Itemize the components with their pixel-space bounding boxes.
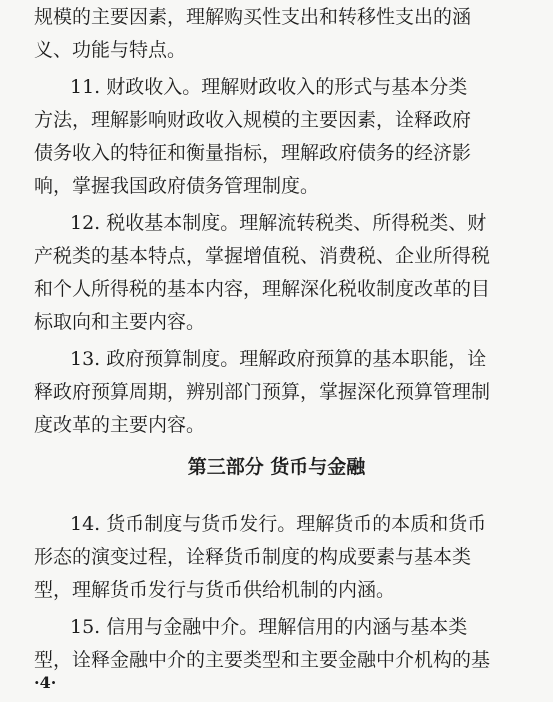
item-11-line: 响，掌握我国政府债务管理制度。 [34,175,320,197]
item-15-line: 型，诠释金融中介的主要类型和主要金融中介机构的基 [34,649,491,671]
item-12-line: 产税类的基本特点，掌握增值税、消费税、企业所得税 [34,245,491,267]
item-14-line: 形态的演变过程，诠释货币制度的构成要素与基本类 [34,546,472,568]
item-12-line: 12. 税收基本制度。理解流转税类、所得税类、财 [70,212,487,234]
item-11-line: 11. 财政收入。理解财政收入的形式与基本分类 [70,76,468,98]
item-11-line: 债务收入的特征和衡量指标，理解政府债务的经济影 [34,142,472,164]
item-12-line: 和个人所得税的基本内容，理解深化税收制度改革的目 [34,278,491,300]
item-14-line: 型，理解货币发行与货币供给机制的内涵。 [34,579,396,601]
item-13-line: 13. 政府预算制度。理解政府预算的基本职能，诠 [70,348,487,370]
item-12-line: 标取向和主要内容。 [34,311,206,333]
item-14-line: 14. 货币制度与货币发行。理解货币的本质和货币 [70,513,487,535]
text-line: 规模的主要因素，理解购买性支出和转移性支出的涵 [34,6,472,28]
item-11-line: 方法，理解影响财政收入规模的主要因素，诠释政府 [34,109,472,131]
item-15-line: 15. 信用与金融中介。理解信用的内涵与基本类 [70,616,468,638]
text-line: 义、功能与特点。 [34,39,187,61]
item-13-line: 释政府预算周期，辨别部门预算，掌握深化预算管理制 [34,381,491,403]
section-heading: 第三部分 货币与金融 [187,456,366,478]
page-number: ·4· [34,673,57,692]
item-13-line: 度改革的主要内容。 [34,414,206,436]
